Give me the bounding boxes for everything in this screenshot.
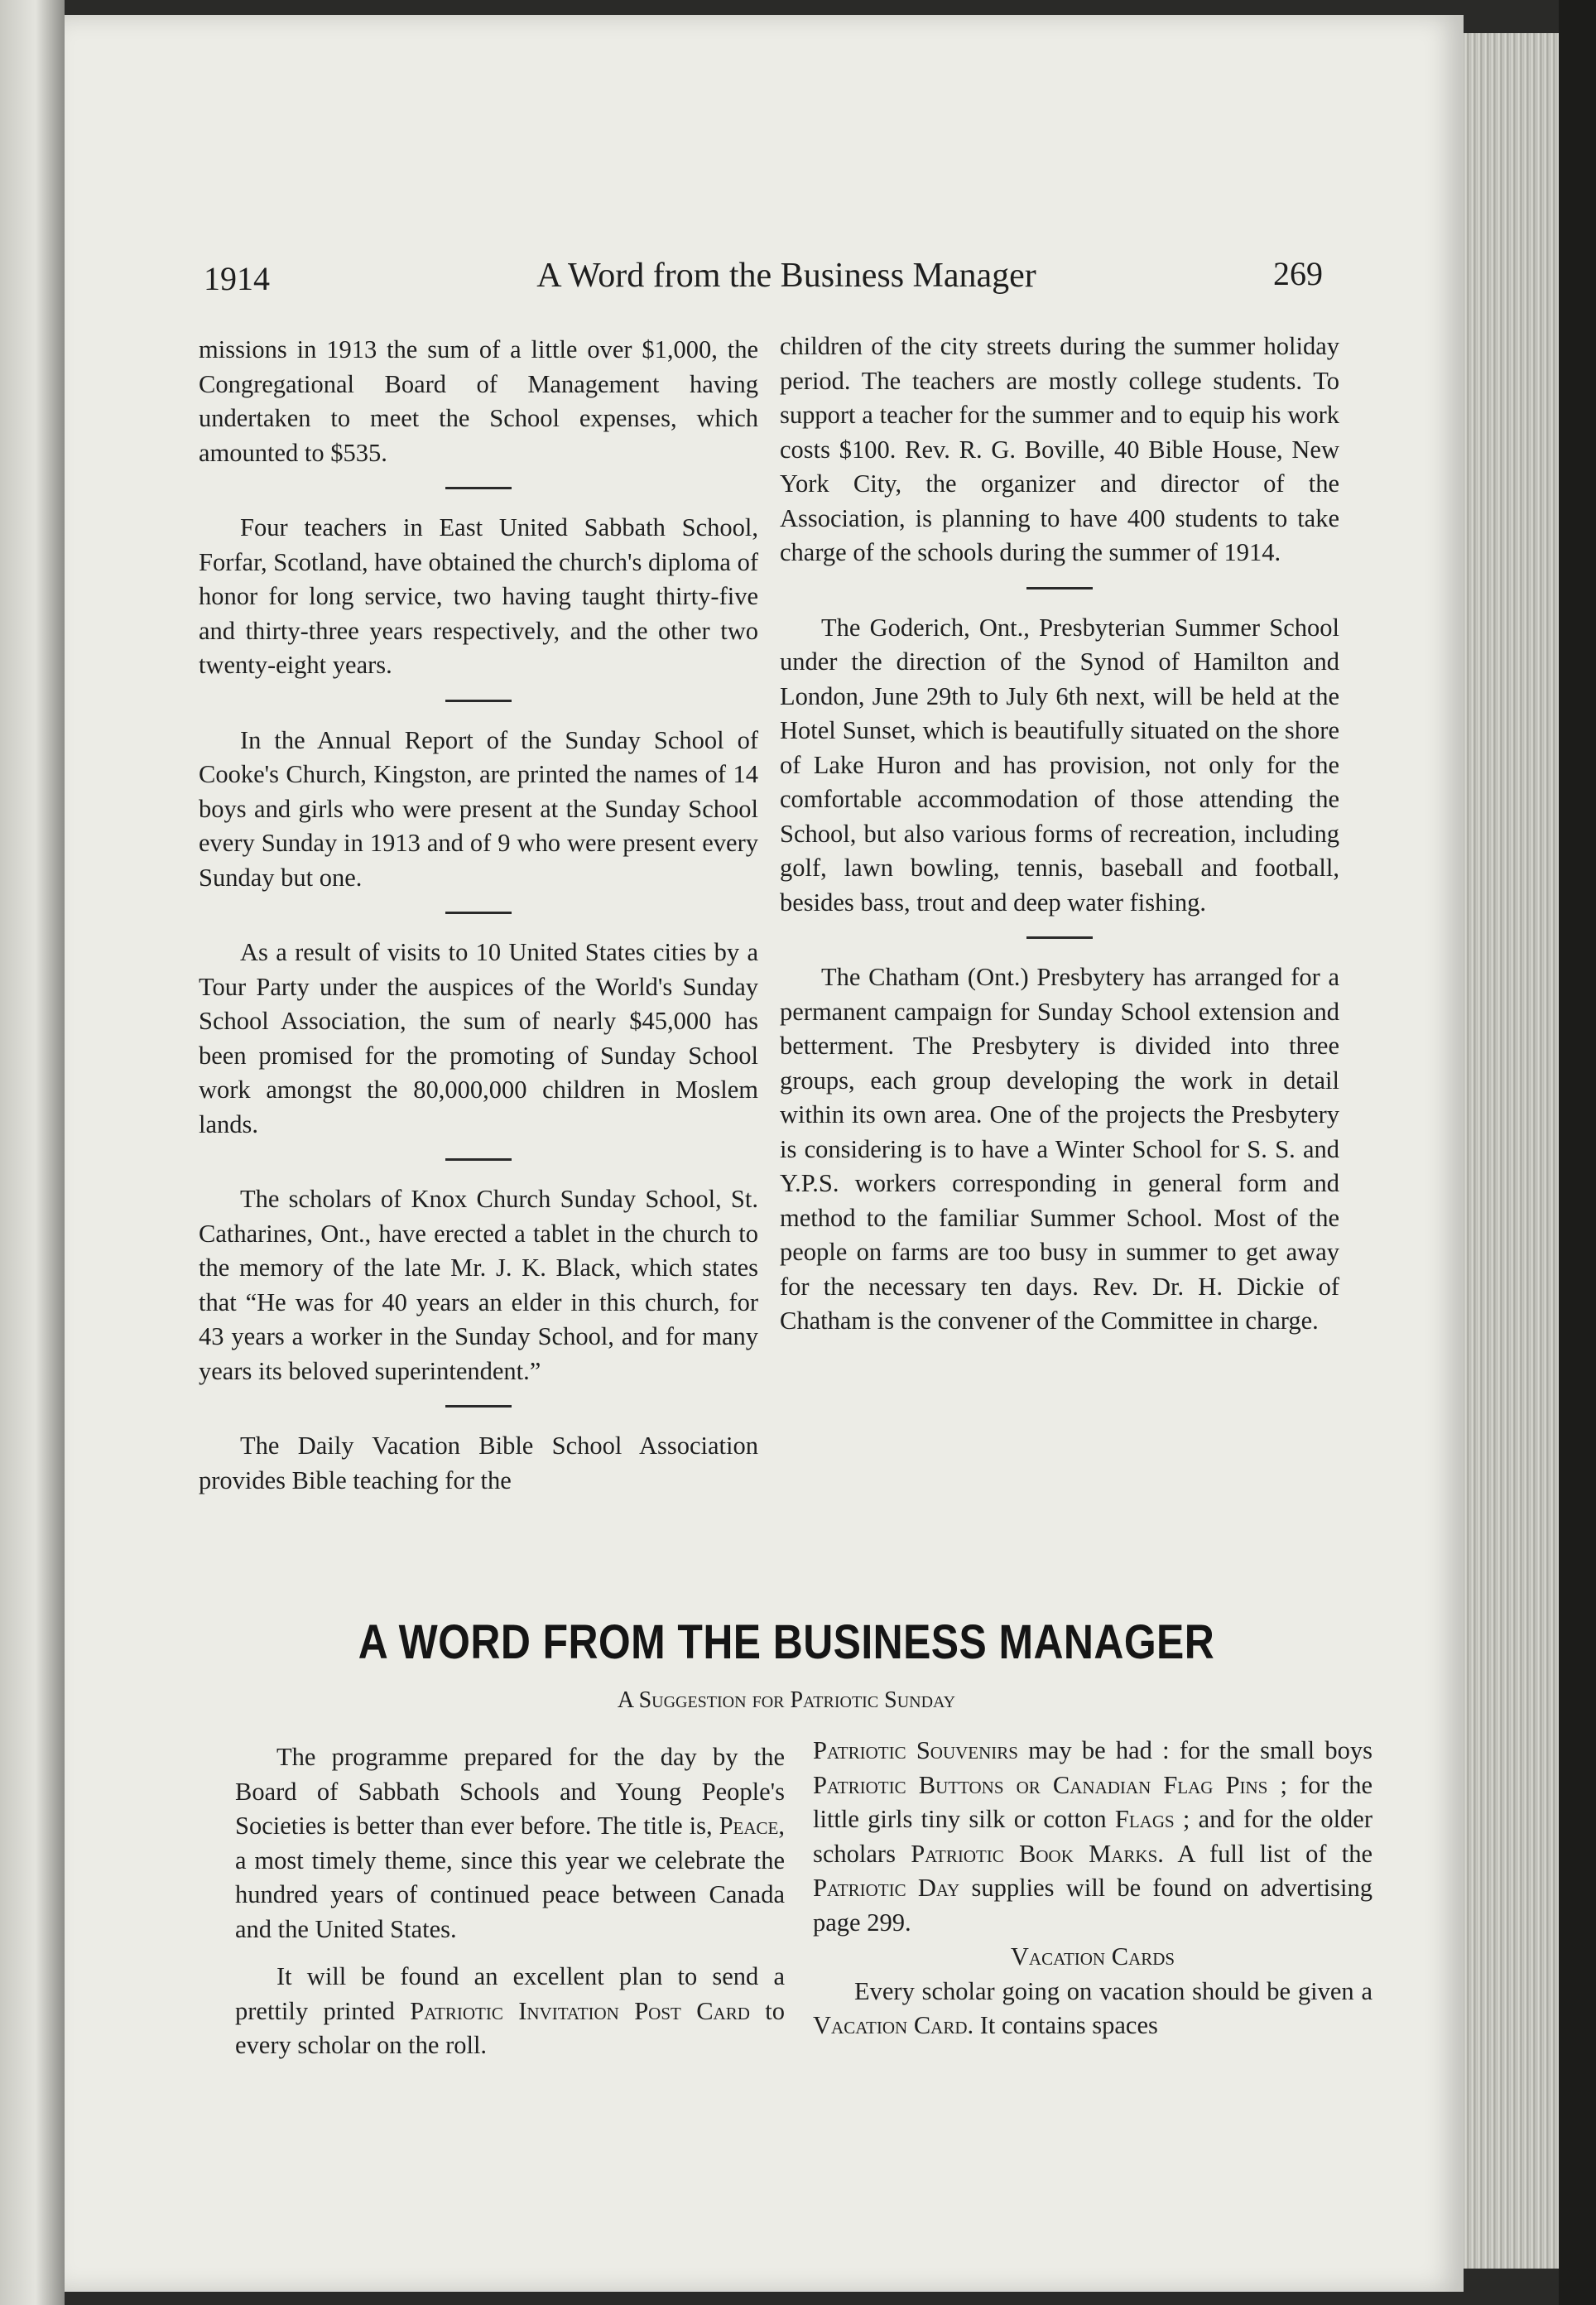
text-run: may be had : for the small boys <box>1017 1736 1372 1764</box>
running-head-title: A Word from the Business Manager <box>536 257 1036 295</box>
product-name: Flags <box>1114 1805 1175 1833</box>
left-column <box>199 333 758 1498</box>
right-column <box>780 330 1339 1339</box>
paragraph <box>813 1734 1372 1940</box>
product-name: Patriotic Souvenirs <box>813 1736 1018 1764</box>
article-heading: A WORD FROM THE BUSINESS MANAGER <box>358 1615 1215 1669</box>
divider <box>445 1158 512 1161</box>
text-run: to every scholar on the roll. <box>235 1996 785 2059</box>
paragraph: The Daily Vacation Bible School Association provides Bible teaching for the <box>199 1432 758 1494</box>
product-name: Patriotic Invitation Post Card <box>410 1996 750 2025</box>
product-name: Vacation Card <box>813 2011 968 2039</box>
text-run: . It contains spaces <box>967 2011 1158 2039</box>
page-edges <box>1464 33 1559 2269</box>
paragraph <box>235 1740 785 1946</box>
paragraph: children of the city streets during the summer holiday period. The teachers are mostly college students. To support a teacher for the summer and to equip his work costs $100. Rev. R. G. Boville, 40 Bible House, New York City, the organizer and director of the Association, is planning to have 400 students to take charge of the schools during the summer of 1914. <box>780 332 1339 566</box>
text-run: , a most timely theme, since this year we celebrate the hundred years of continued peace between Canada and the United States. <box>235 1812 785 1943</box>
text-run: The programme prepared for the day by the Board of Sabbath Schools and Young People's Societies is better than ever before. The title is, <box>235 1743 785 1840</box>
page-number: 269 <box>1273 255 1323 292</box>
divider <box>1026 587 1093 589</box>
text-run: Every scholar going on vacation should be given a <box>854 1976 1372 2005</box>
text-run: supplies will be found on advertising page 299. <box>813 1874 1372 1937</box>
article-left-column <box>235 1740 785 2063</box>
text-run: . A full list of the <box>1157 1839 1372 1868</box>
product-name: Patriotic Buttons or Canadian Flag Pins <box>813 1770 1268 1799</box>
paragraph: The Chatham (Ont.) Presbytery has arranged for a permanent campaign for Sunday School extension and betterment. The Presbytery is divided into three groups, each group developing the work in detail within its own area. One of the projects the Presbytery is considering is to have a Winter School for S. S. and Y.P.S. workers corresponding in general form and method to the familiar Summer School. Most of the people on farms are too busy in summer to get away for the necessary ten days. Rev. Dr. H. Dickie of Chatham is the convener of the Committee in charge. <box>780 963 1339 1335</box>
paragraph: missions in 1913 the sum of a little over $1,000, the Congregational Board of Management having undertaken to meet the School expenses, which amounted to $535. <box>199 335 758 467</box>
paragraph: In the Annual Report of the Sunday School of Cooke's Church, Kingston, are printed the names of 14 boys and girls who were present at the Sunday School every Sunday in 1913 and of 9 who were present every Sunday but one. <box>199 725 758 892</box>
paragraph <box>813 1975 1372 2043</box>
paragraph: The scholars of Knox Church Sunday School, St. Catharines, Ont., have erected a tablet in the church to the memory of the late Mr. J. K. Black, which states that “He was for 40 years an elder in this church, for 43 years a worker in the Sunday School, and for many years its beloved superintendent.” <box>199 1185 758 1385</box>
text-run: ; for the little girls tiny silk or cotton <box>813 1770 1372 1833</box>
paragraph <box>235 1960 785 2063</box>
product-name: Patriotic Day <box>813 1874 960 1902</box>
running-head <box>199 253 1374 310</box>
divider <box>445 912 512 914</box>
running-head-year: 1914 <box>204 260 270 297</box>
section-heading: Vacation Cards <box>1010 1942 1175 1971</box>
paragraph: Four teachers in East United Sabbath School, Forfar, Scotland, have obtained the church's diploma of honor for long service, two having taught thirty-five and thirty-three years respectively, and the other two twenty-eight years. <box>199 513 758 679</box>
programme-title: Peace <box>719 1812 779 1840</box>
article-subheading: A Suggestion for Patriotic Sunday <box>617 1687 956 1713</box>
divider <box>445 700 512 702</box>
paragraph: As a result of visits to 10 United States cities by a Tour Party under the auspices of the World's Sunday School Association, the sum of nearly $45,000 has been promised for the promoting of Sunday School work amongst the 80,000,000 children in Moslem lands. <box>199 938 758 1138</box>
paragraph: The Goderich, Ont., Presbyterian Summer School under the direction of the Synod of Hamilton and London, June 29th to July 6th next, will be held at the Hotel Sunset, which is beautifully situated on the shore of Lake Huron and has provision, not only for the comfortable accommodation of those attending the School, but also various forms of recreation, including golf, lawn bowling, tennis, baseball and football, besides bass, trout and deep water fishing. <box>780 613 1339 917</box>
product-name: Patriotic Book Marks <box>911 1839 1158 1868</box>
divider <box>1026 936 1093 939</box>
text-run: ; and for the older scholars <box>813 1805 1372 1868</box>
divider <box>445 487 512 489</box>
binding-shadow <box>1559 0 1596 2305</box>
article-right-column <box>813 1734 1372 2043</box>
divider <box>445 1405 512 1408</box>
text-run: It will be found an excellent plan to send a prettily printed <box>235 1962 785 2025</box>
left-page-edge <box>0 0 65 2305</box>
